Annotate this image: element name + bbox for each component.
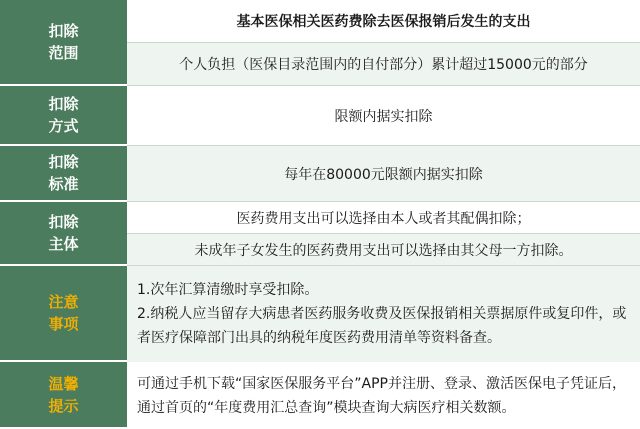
label-deduction-subject — [0, 202, 127, 266]
label-line: 扣除 — [48, 213, 79, 231]
notes-content — [127, 266, 640, 362]
label-tips — [0, 362, 127, 429]
label-line: 主体 — [48, 235, 79, 253]
standard-text: 每年在80000元限额内据实扣除 — [127, 146, 640, 201]
label-deduction-scope — [0, 0, 127, 86]
scope-heading: 基本医保相关医药费除去医保报销后发生的支出 — [127, 0, 640, 42]
label-line: 事项 — [48, 315, 79, 333]
subject-line-1: 医药费用支出可以选择由本人或者其配偶扣除； — [127, 202, 640, 233]
deduction-scope-content — [127, 0, 640, 86]
deduction-method-content — [127, 86, 640, 146]
tips-content — [127, 362, 640, 429]
deduction-subject-content — [127, 202, 640, 266]
tip-text: 可通过手机下载“国家医保服务平台”APP并注册、登录、激活医保电子凭证后，通过首页的“年度费用汇总查询”模块查询大病医疗相关数额。 — [137, 375, 626, 416]
note-item-2: 2.纳税人应当留存大病患者医药服务收费及医保报销相关票据原件或复印件，或者医疗保障部门出具的纳税年度医药费用清单等资料备查。 — [137, 306, 627, 346]
label-line: 标准 — [48, 175, 79, 193]
label-line: 扣除 — [48, 153, 79, 171]
label-line: 注意 — [48, 293, 79, 311]
subject-line-2: 未成年子女发生的医药费用支出可以选择由其父母一方扣除。 — [127, 233, 640, 265]
label-line: 扣除 — [48, 95, 79, 113]
label-deduction-method — [0, 86, 127, 146]
label-notes — [0, 266, 127, 362]
label-deduction-standard — [0, 146, 127, 202]
method-text: 限额内据实扣除 — [127, 86, 640, 145]
label-line: 扣除 — [48, 22, 79, 40]
note-item-1: 1.次年汇算清缴时享受扣除。 — [137, 282, 319, 298]
label-line: 范围 — [48, 44, 79, 62]
deduction-standard-content — [127, 146, 640, 202]
scope-detail: 个人负担（医保目录范围内的自付部分）累计超过15000元的部分 — [127, 42, 640, 85]
label-line: 温馨 — [48, 374, 79, 393]
label-line: 方式 — [48, 117, 79, 135]
label-line: 提示 — [48, 396, 79, 415]
